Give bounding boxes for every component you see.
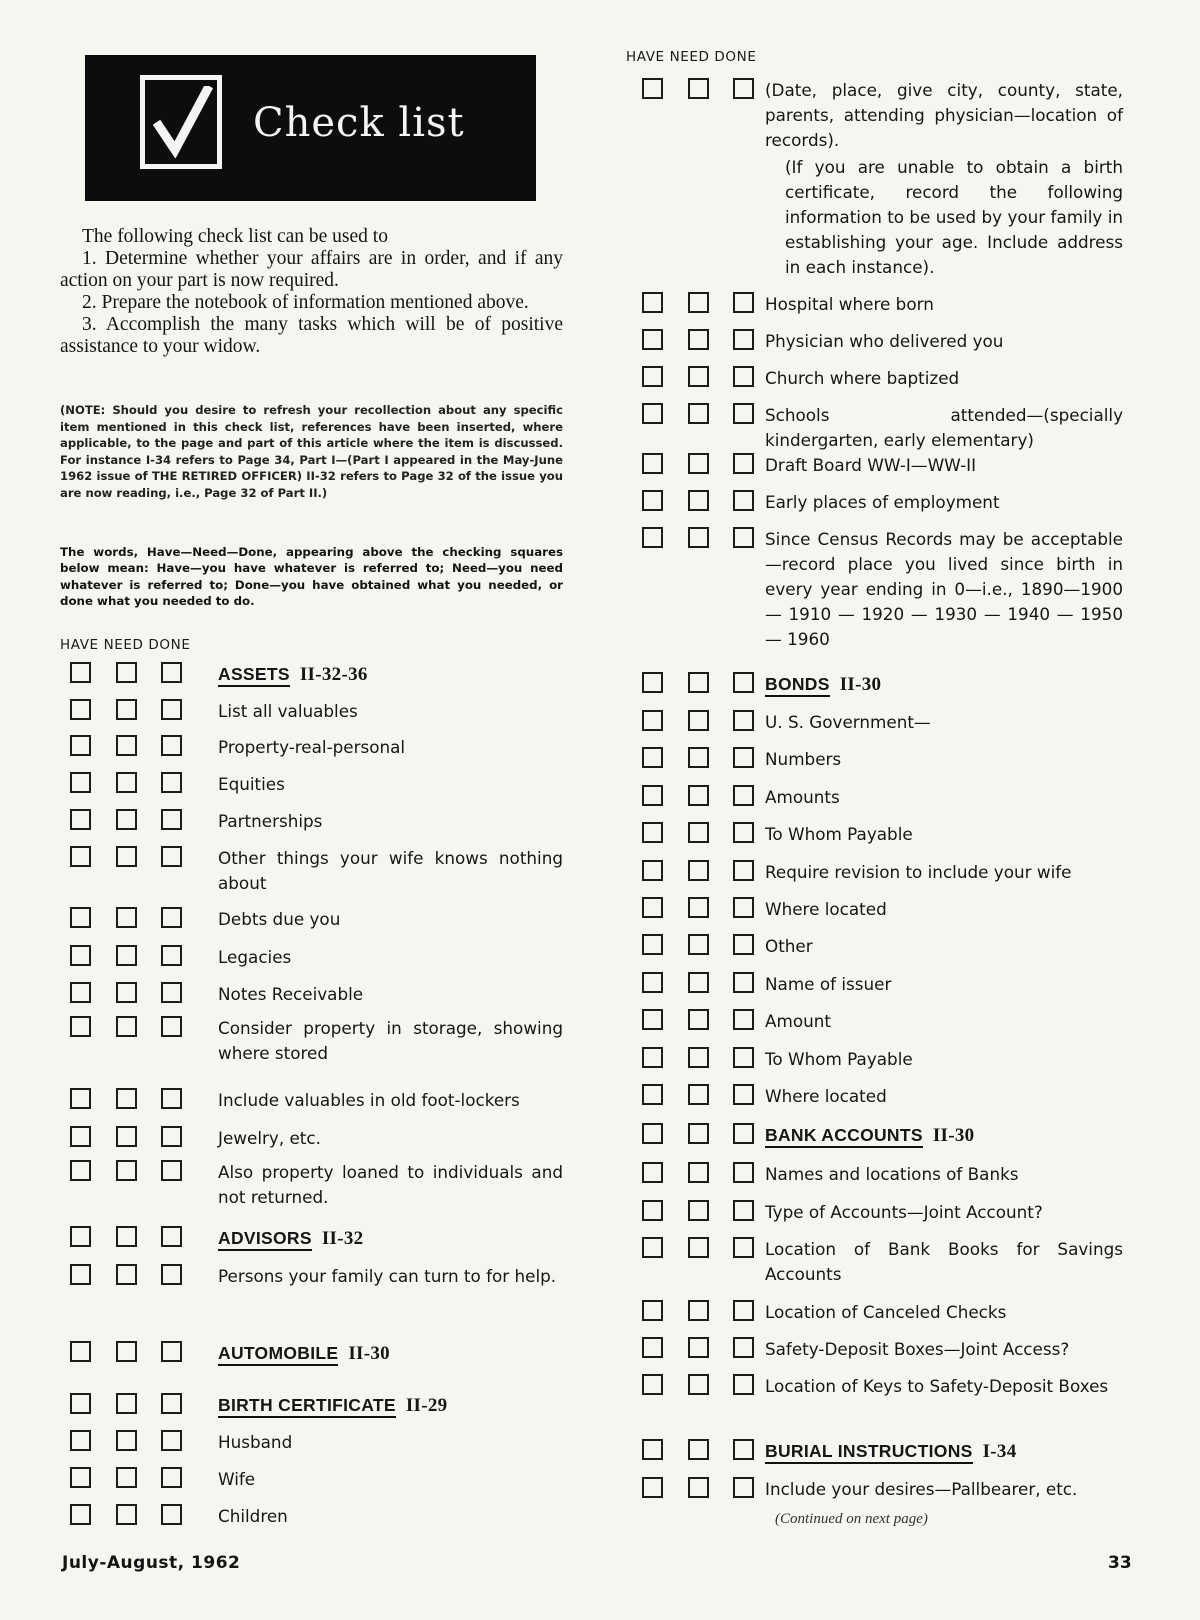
intro-item-3: 3. Accomplish the many tasks which will be of positive assistance to your widow. bbox=[60, 314, 563, 357]
done-checkbox[interactable] bbox=[733, 972, 754, 993]
legend-explanation: The words, Have—Need—Done, appearing above the checking squares below mean: Have—you have whatever is referred to; Need—you need whatever is referred to; Done—you have obtained what you needed, or done what you needed to do. bbox=[60, 545, 563, 609]
have-checkbox[interactable] bbox=[642, 366, 663, 387]
checkbox-group bbox=[632, 1300, 752, 1326]
section-name: ADVISORS bbox=[218, 1228, 312, 1251]
checkbox-group bbox=[60, 809, 180, 835]
section-name: AUTOMOBILE bbox=[218, 1343, 338, 1366]
checkbox-group bbox=[632, 1439, 752, 1465]
need-checkbox[interactable] bbox=[116, 735, 137, 756]
done-checkbox[interactable] bbox=[733, 366, 754, 387]
need-checkbox[interactable] bbox=[688, 1237, 709, 1258]
item-label: Location of Keys to Safety-Deposit Boxes bbox=[765, 1376, 1109, 1396]
checkbox-group bbox=[632, 403, 752, 429]
section-reference: II-30 bbox=[932, 1125, 975, 1146]
checkbox-group bbox=[632, 292, 752, 318]
need-checkbox[interactable] bbox=[688, 1123, 709, 1144]
done-checkbox[interactable] bbox=[161, 907, 182, 928]
section-reference: II-30 bbox=[839, 674, 882, 695]
need-checkbox[interactable] bbox=[688, 1084, 709, 1105]
item-label: List all valuables bbox=[218, 701, 358, 721]
section-reference: I-34 bbox=[982, 1441, 1017, 1462]
item-label: Persons your family can turn to for help. bbox=[218, 1266, 557, 1286]
need-checkbox[interactable] bbox=[688, 527, 709, 548]
done-checkbox[interactable] bbox=[733, 453, 754, 474]
item-label: Hospital where born bbox=[765, 294, 934, 314]
item-label: Amounts bbox=[765, 787, 840, 807]
need-checkbox[interactable] bbox=[688, 1439, 709, 1460]
have-checkbox[interactable] bbox=[642, 1374, 663, 1395]
done-checkbox[interactable] bbox=[161, 699, 182, 720]
checkbox-group bbox=[60, 1264, 180, 1290]
need-checkbox[interactable] bbox=[116, 1126, 137, 1147]
item-label: Location of Canceled Checks bbox=[765, 1302, 1007, 1322]
have-checkbox[interactable] bbox=[642, 710, 663, 731]
checkbox-group bbox=[632, 1477, 752, 1503]
item-label: Also property loaned to individuals and not returned. bbox=[218, 1162, 563, 1207]
need-checkbox[interactable] bbox=[688, 822, 709, 843]
checkbox-group bbox=[632, 490, 752, 516]
need-checkbox[interactable] bbox=[688, 366, 709, 387]
checkbox-group bbox=[60, 1088, 180, 1114]
page-number: 33 bbox=[1108, 1553, 1132, 1573]
have-checkbox[interactable] bbox=[642, 1439, 663, 1460]
need-checkbox[interactable] bbox=[688, 329, 709, 350]
checkbox-group bbox=[632, 1200, 752, 1226]
item-label: To Whom Payable bbox=[765, 824, 913, 844]
item-label: Jewelry, etc. bbox=[218, 1128, 321, 1148]
need-checkbox[interactable] bbox=[688, 1200, 709, 1221]
need-checkbox[interactable] bbox=[688, 747, 709, 768]
done-checkbox[interactable] bbox=[161, 1160, 182, 1181]
done-checkbox[interactable] bbox=[161, 735, 182, 756]
note-text: (If you are unable to obtain a birth certificate, record the following information to be used by your family in establishing your age. Include address in each instance). bbox=[785, 157, 1123, 277]
item-label: Other bbox=[765, 936, 813, 956]
checkbox-group bbox=[632, 1009, 752, 1035]
checkbox-group bbox=[60, 1226, 180, 1252]
done-checkbox[interactable] bbox=[733, 527, 754, 548]
done-checkbox[interactable] bbox=[161, 1126, 182, 1147]
have-checkbox[interactable] bbox=[70, 809, 91, 830]
have-checkbox[interactable] bbox=[642, 897, 663, 918]
item-label: Safety-Deposit Boxes—Joint Access? bbox=[765, 1339, 1070, 1359]
need-checkbox[interactable] bbox=[116, 1504, 137, 1525]
have-checkbox[interactable] bbox=[70, 1393, 91, 1414]
done-checkbox[interactable] bbox=[733, 1337, 754, 1358]
checkbox-group bbox=[632, 78, 752, 104]
need-checkbox[interactable] bbox=[688, 1009, 709, 1030]
checkbox-group bbox=[60, 1126, 180, 1152]
checkbox-group bbox=[632, 453, 752, 479]
done-checkbox[interactable] bbox=[733, 1439, 754, 1460]
done-checkbox[interactable] bbox=[733, 710, 754, 731]
need-checkbox[interactable] bbox=[688, 1337, 709, 1358]
done-checkbox[interactable] bbox=[733, 292, 754, 313]
done-checkbox[interactable] bbox=[161, 1016, 182, 1037]
section-heading bbox=[218, 1226, 563, 1251]
need-checkbox[interactable] bbox=[116, 1341, 137, 1362]
done-checkbox[interactable] bbox=[161, 1264, 182, 1285]
checkbox-icon bbox=[140, 75, 222, 169]
have-checkbox[interactable] bbox=[70, 982, 91, 1003]
page-title: Check list bbox=[253, 100, 465, 146]
have-checkbox[interactable] bbox=[70, 772, 91, 793]
item-label: Since Census Records may be acceptable—record place you lived since birth in every year ending in 0—i.e., 1890—1900 — 1910 — 1920 — 1930 — 1940 — 1950 — 1960 bbox=[765, 529, 1123, 649]
need-checkbox[interactable] bbox=[688, 972, 709, 993]
item-label: Location of Bank Books for Savings Accounts bbox=[765, 1239, 1123, 1284]
item-label: Other things your wife knows nothing about bbox=[218, 848, 563, 893]
checkbox-group bbox=[60, 1160, 180, 1186]
need-checkbox[interactable] bbox=[116, 1430, 137, 1451]
have-checkbox[interactable] bbox=[70, 1264, 91, 1285]
checkbox-group bbox=[632, 366, 752, 392]
have-checkbox[interactable] bbox=[642, 934, 663, 955]
need-checkbox[interactable] bbox=[116, 945, 137, 966]
intro-item-2: 2. Prepare the notebook of information mentioned above. bbox=[82, 292, 529, 313]
section-heading bbox=[218, 1341, 563, 1366]
checkbox-group bbox=[60, 1393, 180, 1419]
have-checkbox[interactable] bbox=[642, 329, 663, 350]
item-label: Debts due you bbox=[218, 909, 341, 929]
item-label: Notes Receivable bbox=[218, 984, 364, 1004]
have-checkbox[interactable] bbox=[642, 490, 663, 511]
checkbox-group bbox=[60, 846, 180, 872]
need-checkbox[interactable] bbox=[688, 710, 709, 731]
have-checkbox[interactable] bbox=[70, 846, 91, 867]
done-checkbox[interactable] bbox=[161, 1226, 182, 1247]
done-checkbox[interactable] bbox=[161, 945, 182, 966]
have-checkbox[interactable] bbox=[642, 453, 663, 474]
item-label: Early places of employment bbox=[765, 492, 1000, 512]
checkbox-group bbox=[60, 1467, 180, 1493]
item-label: (Date, place, give city, county, state, parents, attending physician—location of records). bbox=[765, 80, 1123, 150]
checkbox-group bbox=[60, 735, 180, 761]
have-checkbox[interactable] bbox=[642, 672, 663, 693]
done-checkbox[interactable] bbox=[733, 934, 754, 955]
have-checkbox[interactable] bbox=[70, 1160, 91, 1181]
checkbox-group bbox=[632, 710, 752, 736]
have-checkbox[interactable] bbox=[642, 527, 663, 548]
have-checkbox[interactable] bbox=[642, 1300, 663, 1321]
done-checkbox[interactable] bbox=[733, 822, 754, 843]
have-checkbox[interactable] bbox=[70, 1088, 91, 1109]
done-checkbox[interactable] bbox=[733, 329, 754, 350]
have-checkbox[interactable] bbox=[642, 822, 663, 843]
need-checkbox[interactable] bbox=[688, 897, 709, 918]
checkbox-group bbox=[60, 699, 180, 725]
have-checkbox[interactable] bbox=[642, 403, 663, 424]
have-checkbox[interactable] bbox=[70, 699, 91, 720]
section-name: BONDS bbox=[765, 674, 830, 697]
item-label: Property-real-personal bbox=[218, 737, 406, 757]
need-checkbox[interactable] bbox=[116, 1393, 137, 1414]
have-checkbox[interactable] bbox=[642, 1162, 663, 1183]
item-label: Physician who delivered you bbox=[765, 331, 1004, 351]
checkbox-group bbox=[632, 527, 752, 553]
checkbox-group bbox=[632, 1337, 752, 1363]
done-checkbox[interactable] bbox=[161, 662, 182, 683]
done-checkbox[interactable] bbox=[733, 1162, 754, 1183]
checkbox-group bbox=[632, 1084, 752, 1110]
item-label: Consider property in storage, showing where stored bbox=[218, 1018, 563, 1063]
item-label: U. S. Government— bbox=[765, 712, 931, 732]
have-checkbox[interactable] bbox=[642, 1009, 663, 1030]
have-checkbox[interactable] bbox=[642, 1477, 663, 1498]
left-column-header: HAVE NEED DONE bbox=[60, 637, 191, 653]
section-reference: II-32-36 bbox=[299, 664, 368, 685]
done-checkbox[interactable] bbox=[733, 1084, 754, 1105]
done-checkbox[interactable] bbox=[733, 490, 754, 511]
done-checkbox[interactable] bbox=[733, 1300, 754, 1321]
need-checkbox[interactable] bbox=[688, 860, 709, 881]
section-heading bbox=[765, 672, 1123, 697]
section-name: ASSETS bbox=[218, 664, 290, 687]
section-reference: II-29 bbox=[405, 1395, 448, 1416]
item-label: Names and locations of Banks bbox=[765, 1164, 1019, 1184]
have-checkbox[interactable] bbox=[70, 1467, 91, 1488]
item-label: Wife bbox=[218, 1469, 256, 1489]
have-checkbox[interactable] bbox=[642, 1047, 663, 1068]
done-checkbox[interactable] bbox=[733, 747, 754, 768]
checkbox-group bbox=[632, 747, 752, 773]
done-checkbox[interactable] bbox=[733, 1200, 754, 1221]
checkbox-group bbox=[60, 772, 180, 798]
need-checkbox[interactable] bbox=[116, 846, 137, 867]
done-checkbox[interactable] bbox=[161, 1341, 182, 1362]
done-checkbox[interactable] bbox=[161, 1088, 182, 1109]
need-checkbox[interactable] bbox=[688, 934, 709, 955]
need-checkbox[interactable] bbox=[116, 1088, 137, 1109]
done-checkbox[interactable] bbox=[161, 772, 182, 793]
have-checkbox[interactable] bbox=[642, 747, 663, 768]
checkbox-group bbox=[632, 860, 752, 886]
need-checkbox[interactable] bbox=[688, 1300, 709, 1321]
done-checkbox[interactable] bbox=[733, 403, 754, 424]
need-checkbox[interactable] bbox=[688, 78, 709, 99]
checkbox-group bbox=[632, 1162, 752, 1188]
item-label: Equities bbox=[218, 774, 285, 794]
checkbox-group bbox=[632, 329, 752, 355]
continued-note: (Continued on next page) bbox=[775, 1511, 928, 1527]
item-label: Type of Accounts—Joint Account? bbox=[765, 1202, 1043, 1222]
need-checkbox[interactable] bbox=[688, 292, 709, 313]
have-checkbox[interactable] bbox=[642, 860, 663, 881]
need-checkbox[interactable] bbox=[688, 1374, 709, 1395]
have-checkbox[interactable] bbox=[70, 1226, 91, 1247]
section-reference: II-30 bbox=[348, 1343, 390, 1364]
done-checkbox[interactable] bbox=[161, 1393, 182, 1414]
reference-note: (NOTE: Should you desire to refresh your recollection about any specific item mentioned in this check list, references have been inserted, where applicable, to the page and part of this article where the item is discussed. For instance I-34 refers to Page 34, Part I—(Part I appeared in the May-June 1962 issue of THE RETIRED OFFICER) II-32 refers to Page 32 of the issue you are now reading, i.e., Page 32 of Part II.) bbox=[60, 403, 563, 500]
item-label: Numbers bbox=[765, 749, 842, 769]
checkbox-group bbox=[632, 934, 752, 960]
need-checkbox[interactable] bbox=[116, 699, 137, 720]
need-checkbox[interactable] bbox=[116, 1264, 137, 1285]
done-checkbox[interactable] bbox=[733, 1374, 754, 1395]
checkbox-group bbox=[60, 1016, 180, 1042]
have-checkbox[interactable] bbox=[70, 907, 91, 928]
need-checkbox[interactable] bbox=[688, 490, 709, 511]
have-checkbox[interactable] bbox=[642, 1084, 663, 1105]
have-checkbox[interactable] bbox=[70, 1016, 91, 1037]
done-checkbox[interactable] bbox=[733, 1237, 754, 1258]
have-checkbox[interactable] bbox=[70, 1341, 91, 1362]
checkbox-group bbox=[632, 1123, 752, 1149]
item-label: Require revision to include your wife bbox=[765, 862, 1072, 882]
have-checkbox[interactable] bbox=[70, 1430, 91, 1451]
need-checkbox[interactable] bbox=[116, 1467, 137, 1488]
done-checkbox[interactable] bbox=[161, 1430, 182, 1451]
done-checkbox[interactable] bbox=[733, 1009, 754, 1030]
have-checkbox[interactable] bbox=[70, 945, 91, 966]
need-checkbox[interactable] bbox=[116, 1016, 137, 1037]
have-checkbox[interactable] bbox=[642, 972, 663, 993]
checkbox-group bbox=[60, 1341, 180, 1367]
checkbox-group bbox=[632, 1374, 752, 1400]
checkbox-group bbox=[632, 672, 752, 698]
need-checkbox[interactable] bbox=[116, 1160, 137, 1181]
checkbox-group bbox=[60, 945, 180, 971]
section-name: BURIAL INSTRUCTIONS bbox=[765, 1441, 973, 1464]
checkbox-group bbox=[60, 662, 180, 688]
need-checkbox[interactable] bbox=[116, 982, 137, 1003]
done-checkbox[interactable] bbox=[161, 1504, 182, 1525]
item-label: Where located bbox=[765, 899, 887, 919]
item-label: To Whom Payable bbox=[765, 1049, 913, 1069]
done-checkbox[interactable] bbox=[161, 1467, 182, 1488]
item-label: Husband bbox=[218, 1432, 293, 1452]
section-heading bbox=[765, 1123, 1123, 1148]
need-checkbox[interactable] bbox=[116, 772, 137, 793]
have-checkbox[interactable] bbox=[642, 1337, 663, 1358]
item-label: Draft Board WW-I—WW-II bbox=[765, 455, 977, 475]
have-checkbox[interactable] bbox=[70, 1126, 91, 1147]
title-banner bbox=[85, 55, 536, 201]
need-checkbox[interactable] bbox=[116, 809, 137, 830]
done-checkbox[interactable] bbox=[733, 78, 754, 99]
checkmark-icon bbox=[153, 86, 213, 158]
checkbox-group bbox=[60, 1430, 180, 1456]
need-checkbox[interactable] bbox=[688, 1047, 709, 1068]
need-checkbox[interactable] bbox=[688, 453, 709, 474]
section-name: BIRTH CERTIFICATE bbox=[218, 1395, 396, 1418]
done-checkbox[interactable] bbox=[733, 1047, 754, 1068]
intro-item-1: 1. Determine whether your affairs are in order, and if any action on your part is now required. bbox=[60, 248, 563, 291]
checkbox-group bbox=[60, 1504, 180, 1530]
intro-text bbox=[60, 226, 563, 358]
item-label: Where located bbox=[765, 1086, 887, 1106]
done-checkbox[interactable] bbox=[161, 982, 182, 1003]
done-checkbox[interactable] bbox=[161, 846, 182, 867]
need-checkbox[interactable] bbox=[688, 1477, 709, 1498]
section-heading bbox=[765, 1439, 1123, 1464]
have-checkbox[interactable] bbox=[70, 1504, 91, 1525]
done-checkbox[interactable] bbox=[733, 897, 754, 918]
item-label: Name of issuer bbox=[765, 974, 892, 994]
need-checkbox[interactable] bbox=[116, 907, 137, 928]
done-checkbox[interactable] bbox=[733, 672, 754, 693]
done-checkbox[interactable] bbox=[733, 1477, 754, 1498]
section-reference: II-32 bbox=[321, 1228, 364, 1249]
checkbox-group bbox=[632, 785, 752, 811]
have-checkbox[interactable] bbox=[642, 1237, 663, 1258]
checkbox-group bbox=[632, 1047, 752, 1073]
section-heading bbox=[218, 662, 563, 687]
item-label: Schools attended—(specially kindergarten, early elementary) bbox=[765, 405, 1123, 450]
item-label: Partnerships bbox=[218, 811, 323, 831]
done-checkbox[interactable] bbox=[733, 1123, 754, 1144]
section-heading bbox=[218, 1393, 563, 1418]
done-checkbox[interactable] bbox=[733, 785, 754, 806]
item-label: Legacies bbox=[218, 947, 292, 967]
checkbox-group bbox=[632, 1237, 752, 1263]
checkbox-group bbox=[632, 897, 752, 923]
have-checkbox[interactable] bbox=[642, 1200, 663, 1221]
checkbox-group bbox=[60, 907, 180, 933]
need-checkbox[interactable] bbox=[688, 1162, 709, 1183]
checkbox-group bbox=[60, 982, 180, 1008]
have-checkbox[interactable] bbox=[70, 735, 91, 756]
have-checkbox[interactable] bbox=[642, 78, 663, 99]
have-checkbox[interactable] bbox=[642, 1123, 663, 1144]
need-checkbox[interactable] bbox=[116, 1226, 137, 1247]
checkbox-group bbox=[632, 822, 752, 848]
issue-date: July-August, 1962 bbox=[62, 1553, 241, 1573]
have-checkbox[interactable] bbox=[642, 785, 663, 806]
have-checkbox[interactable] bbox=[642, 292, 663, 313]
checkbox-group bbox=[632, 972, 752, 998]
intro-lead: The following check list can be used to bbox=[82, 226, 388, 247]
need-checkbox[interactable] bbox=[116, 662, 137, 683]
have-checkbox[interactable] bbox=[70, 662, 91, 683]
item-label: Amount bbox=[765, 1011, 831, 1031]
section-name: BANK ACCOUNTS bbox=[765, 1125, 923, 1148]
right-column-header: HAVE NEED DONE bbox=[626, 49, 757, 65]
need-checkbox[interactable] bbox=[688, 672, 709, 693]
need-checkbox[interactable] bbox=[688, 403, 709, 424]
item-label: Children bbox=[218, 1506, 288, 1526]
done-checkbox[interactable] bbox=[733, 860, 754, 881]
item-label: Church where baptized bbox=[765, 368, 960, 388]
need-checkbox[interactable] bbox=[688, 785, 709, 806]
item-label: Include valuables in old foot-lockers bbox=[218, 1090, 520, 1110]
done-checkbox[interactable] bbox=[161, 809, 182, 830]
item-label: Include your desires—Pallbearer, etc. bbox=[765, 1479, 1078, 1499]
